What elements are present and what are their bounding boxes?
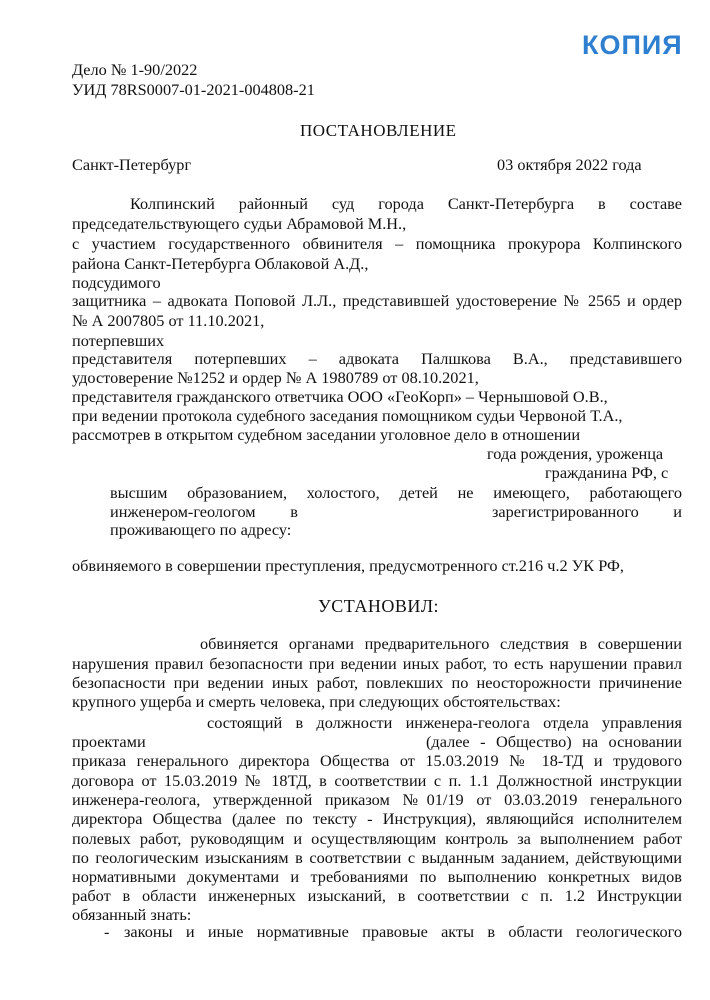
intro-line: подсудимого — [72, 273, 161, 292]
bullet-marker: - — [104, 922, 110, 941]
defendant-citizen: гражданина РФ, с — [545, 463, 669, 482]
defendant-education: высшим образованием, холостого, детей не имеющего, работающего — [110, 483, 682, 502]
body-line: нормативными документами и требованиями по выполнению конкретных видов — [72, 867, 682, 886]
intro-line: района Санкт-Петербурга Облаковой А.Д., — [72, 254, 369, 273]
intro-line: при ведении протокола судебного заседания помощником судьи Червоной Т.А., — [72, 406, 623, 425]
defendant-work-right: зарегистрированного и — [492, 502, 682, 521]
defendant-work-left: инженером-геологом в — [110, 502, 298, 521]
intro-line: потерпевших — [72, 331, 165, 350]
intro-line: Колпинский районный суд города Санкт-Петербурга в составе — [130, 194, 682, 213]
established-heading: УСТАНОВИЛ: — [318, 596, 440, 616]
body-line: договора от 15.03.2019 № 18ТД, в соответствии с п. 1.1 Должностной инструкции — [72, 771, 682, 790]
body-line: полевых работ, руководящим и осуществляющим контроль за выполнением работ — [72, 829, 682, 848]
case-uid: УИД 78RS0007-01-2021-004808-21 — [72, 80, 315, 99]
body-line: инженера-геолога, утвержденной приказом №01/19 от 03.03.2019 генерального — [72, 790, 682, 809]
body-line: приказа генерального директора Общества от 15.03.2019 № 18-ТД и трудового — [72, 751, 682, 770]
body-line: состоящий в должности инженера-геолога отдела управления — [207, 713, 682, 732]
copy-stamp: КОПИЯ — [582, 30, 683, 60]
body-line: (далее - Общество) на основании — [426, 732, 682, 751]
intro-line: с участием государственного обвинителя – помощника прокурора Колпинского — [72, 234, 682, 253]
intro-line: защитника – адвоката Поповой Л.Л., представившей удостоверение № 2565 и ордер — [72, 291, 682, 310]
intro-line: председательствующего судьи Абрамовой М.Н., — [72, 214, 407, 233]
case-number: Дело № 1-90/2022 — [72, 60, 198, 79]
bullet-text: законы и иные нормативные правовые акты в области геологического — [124, 922, 682, 941]
defendant-birth: года рождения, уроженца — [487, 444, 664, 463]
intro-line: представителя гражданского ответчика ООО «ГеоКорп» – Чернышовой О.В., — [72, 387, 608, 406]
document-title: ПОСТАНОВЛЕНИЕ — [300, 121, 457, 140]
body-line: обязанный знать: — [72, 905, 192, 924]
body-line: по геологическим изысканиям в соответствии с выданным заданием, действующими — [72, 848, 682, 867]
body-line: обвиняется органами предварительного следствия в совершении — [200, 634, 682, 653]
body-line: проектами — [72, 732, 146, 751]
intro-line: рассмотрев в открытом судебном заседании уголовное дело в отношении — [72, 425, 581, 444]
body-line: работ в области инженерных изысканий, в соответствии с п. 1.2 Инструкции — [72, 886, 682, 905]
intro-line: представителя потерпевших – адвоката Палшкова В.А., представившего — [72, 349, 682, 368]
defendant-residence: проживающего по адресу: — [110, 520, 292, 539]
body-line: нарушения правил безопасности при ведении иных работ, то есть нарушении правил — [72, 654, 682, 673]
body-line: безопасности при ведении иных работ, повлекших по неосторожности причинение — [72, 673, 682, 692]
date: 03 октября 2022 года — [497, 155, 642, 174]
intro-line: № А 2007805 от 11.10.2021, — [72, 311, 265, 330]
intro-line: удостоверение №1252 и ордер № А 1980789 от 08.10.2021, — [72, 368, 479, 387]
body-line: крупного ущерба и смерть человека, при следующих обстоятельствах: — [72, 692, 561, 711]
accused-line: обвиняемого в совершении преступления, предусмотренного ст.216 ч.2 УК РФ, — [72, 556, 624, 575]
body-line: директора Общества (далее по тексту - Инструкция), являющийся исполнителем — [72, 809, 682, 828]
city: Санкт-Петербург — [72, 155, 192, 174]
